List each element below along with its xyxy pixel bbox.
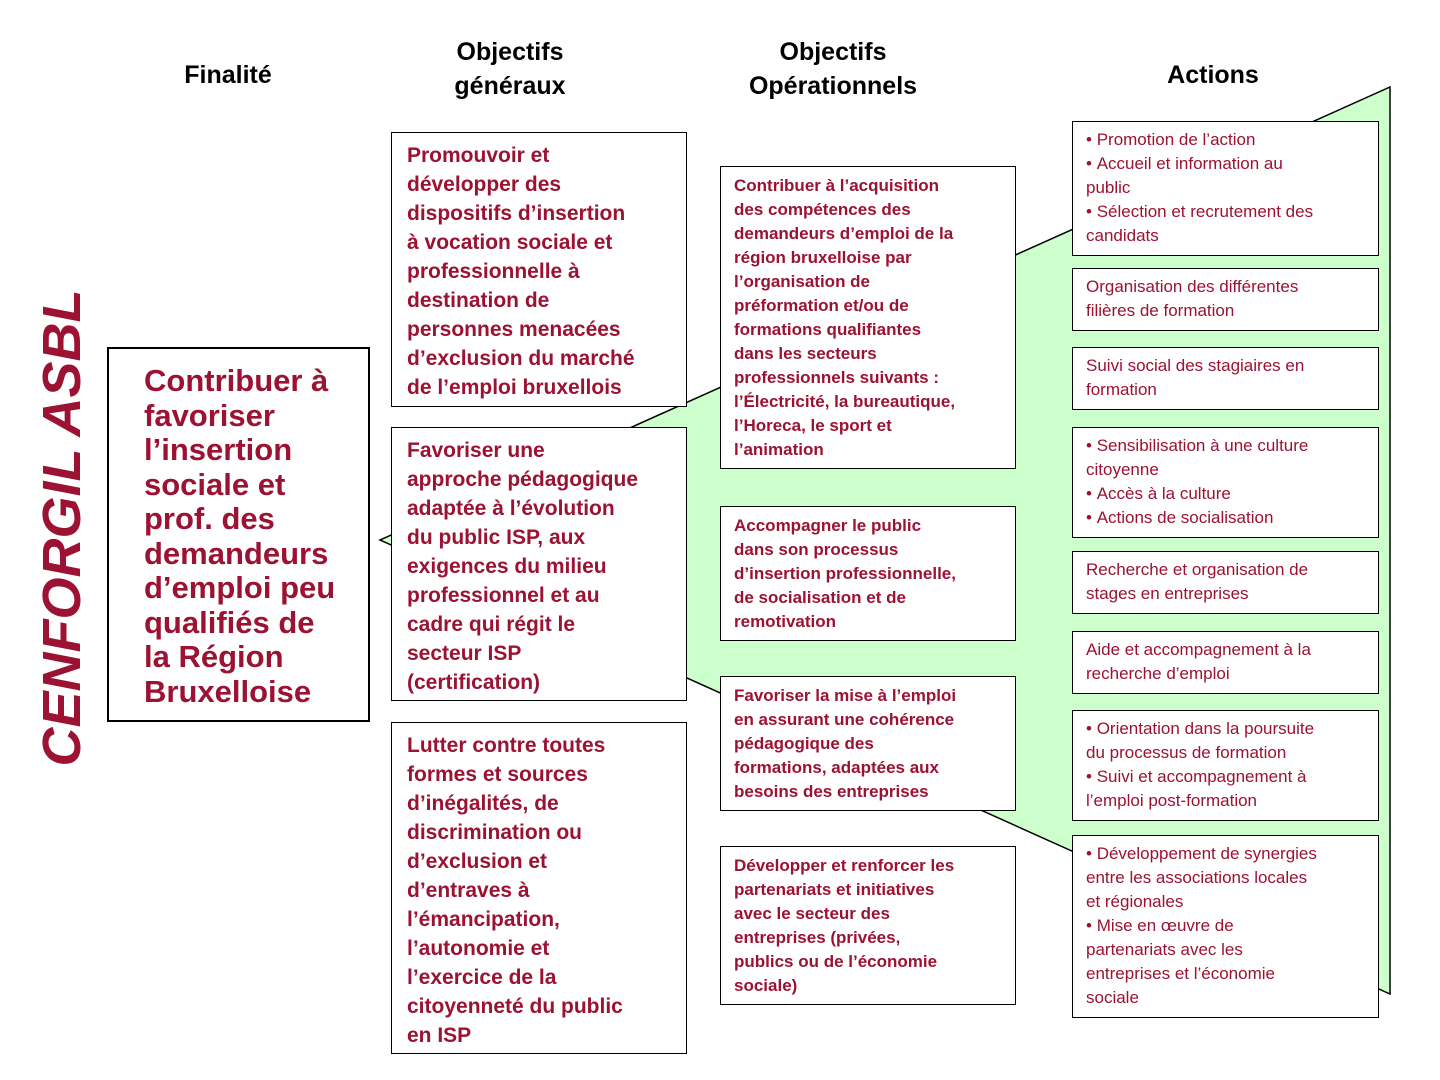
action-text: Suivi et accompagnement à: [1096, 767, 1307, 786]
objective-text-line: formations qualifiantes: [734, 320, 922, 339]
objective-text-line: citoyenneté du public: [407, 995, 623, 1018]
action-text-line: Recherche et organisation de: [1086, 560, 1309, 579]
action-text: citoyenne: [1086, 460, 1159, 479]
action-text: du processus de formation: [1086, 743, 1287, 762]
objective-text-line: besoins des entreprises: [734, 782, 929, 801]
action-bullet-item: [1086, 128, 1370, 152]
action-box: [1072, 551, 1379, 614]
finalite-text-line: sociale et: [144, 466, 286, 502]
objective-text-line: cadre qui régit le: [407, 613, 576, 636]
objective-text-line: l’émancipation,: [407, 908, 560, 931]
action-bullet-list: [1086, 717, 1370, 813]
finalite-text-line: favoriser: [144, 397, 275, 433]
objective-text-line: l’Électricité, la bureautique,: [734, 392, 956, 411]
finalite-text-line: demandeurs: [144, 535, 329, 571]
objective-text-line: d’entraves à: [407, 879, 530, 902]
objective-text-line: professionnelle à: [407, 260, 580, 283]
action-text-line: Suivi social des stagiaires en: [1086, 356, 1305, 375]
finalite-text-line: d’emploi peu: [144, 570, 336, 605]
objective-text-line: l’organisation de: [734, 272, 871, 291]
objective-text-line: de l’emploi bruxellois: [407, 376, 622, 399]
action-text-line: stages en entreprises: [1086, 584, 1249, 603]
action-text: entreprises et l’économie: [1086, 964, 1275, 983]
objective-text-line: Accompagner le public: [734, 516, 922, 535]
action-bullet-list: [1086, 128, 1370, 248]
objective-text-line: d’inégalités, de: [407, 792, 559, 815]
objective-text-line: formes et sources: [407, 763, 588, 786]
objective-text-line: d’insertion professionnelle,: [734, 564, 956, 583]
header-objectifs-generaux: Objectifs généraux: [454, 38, 566, 100]
objective-text-line: remotivation: [734, 612, 837, 631]
action-text: Actions de socialisation: [1096, 508, 1274, 527]
objective-text-line: l’animation: [734, 440, 824, 459]
action-text: partenariats avec les: [1086, 940, 1243, 959]
objective-text-line: entreprises (privées,: [734, 928, 901, 947]
objective-text-line: en assurant une cohérence: [734, 710, 955, 729]
action-bullet-item: [1086, 765, 1370, 813]
header-objectifs-operationnels: Objectifs Opérationnels: [748, 38, 918, 100]
objective-text-line: formations, adaptées aux: [734, 758, 940, 777]
objectif-operationnel-box: [720, 166, 1016, 469]
objective-text-line: des compétences des: [734, 200, 911, 219]
objective-text-line: Favoriser une: [407, 439, 545, 462]
brand-label: CENFORGIL ASBL: [32, 289, 92, 767]
action-box: [1072, 710, 1379, 821]
action-bullet-item: [1086, 482, 1370, 506]
action-bullet-item: [1086, 914, 1370, 1010]
action-box: [1072, 427, 1379, 538]
action-text: Accueil et information au: [1096, 154, 1283, 173]
action-bullet-item: [1086, 717, 1370, 765]
objective-text-line: discrimination ou: [407, 821, 583, 844]
action-text: Promotion de l’action: [1096, 130, 1256, 149]
objective-text-line: l’exercice de la: [407, 966, 557, 989]
objective-text-line: d’exclusion et: [407, 850, 548, 873]
objectif-operationnel-box: [720, 506, 1016, 641]
objective-text-line: dans son processus: [734, 540, 899, 559]
action-bullet-item: [1086, 200, 1370, 248]
action-text-line: Organisation des différentes: [1086, 277, 1299, 296]
objective-text-line: préformation et/ou de: [734, 296, 909, 315]
action-text: Accès à la culture: [1096, 484, 1231, 503]
header-actions: Actions: [1167, 61, 1259, 89]
action-text: Mise en œuvre de: [1096, 916, 1234, 935]
finalite-box: [107, 347, 370, 722]
objective-text-line: publics ou de l’économie: [734, 952, 938, 971]
action-text-line: Aide et accompagnement à la: [1086, 640, 1311, 659]
action-bullet-item: [1086, 842, 1370, 914]
action-text: public: [1086, 178, 1131, 197]
action-box: [1072, 347, 1379, 410]
objective-text-line: approche pédagogique: [407, 468, 639, 491]
objective-text-line: Contribuer à l’acquisition: [734, 176, 939, 195]
objectif-general-box: [391, 722, 687, 1054]
objective-text-line: de socialisation et de: [734, 588, 906, 607]
objective-text-line: secteur ISP: [407, 642, 522, 665]
action-box: [1072, 268, 1379, 331]
action-text: et régionales: [1086, 892, 1184, 911]
objective-text-line: professionnels suivants :: [734, 368, 939, 387]
finalite-text-line: Contribuer à: [144, 363, 329, 398]
action-text: sociale: [1086, 988, 1139, 1007]
objective-text-line: professionnel et au: [407, 584, 600, 607]
action-bullet-list: [1086, 434, 1370, 530]
action-text: Orientation dans la poursuite: [1096, 719, 1315, 738]
objective-text-line: avec le secteur des: [734, 904, 890, 923]
action-bullet-item: [1086, 506, 1370, 530]
finalite-text-line: qualifiés de: [144, 604, 315, 640]
objectif-operationnel-box: [720, 676, 1016, 811]
finalite-text-line: l’insertion: [144, 432, 293, 467]
action-text-line: formation: [1086, 380, 1157, 399]
objective-text-line: du public ISP, aux: [407, 526, 586, 549]
objectif-general-box: [391, 132, 687, 407]
objective-text-line: en ISP: [407, 1024, 472, 1047]
objective-text-line: à vocation sociale et: [407, 231, 613, 254]
action-box: [1072, 835, 1379, 1018]
objectif-operationnel-box: [720, 846, 1016, 1005]
objective-text-line: développer des: [407, 173, 562, 196]
objective-text-line: région bruxelloise par: [734, 248, 912, 267]
action-text: Développement de synergies: [1096, 844, 1317, 863]
objectif-general-box: [391, 427, 687, 701]
action-text: Sensibilisation à une culture: [1096, 436, 1309, 455]
action-text: entre les associations locales: [1086, 868, 1308, 887]
objective-text-line: (certification): [407, 671, 541, 694]
finalite-text-line: prof. des: [144, 501, 275, 536]
action-text: l’emploi post-formation: [1086, 791, 1258, 810]
objective-text-line: partenariats et initiatives: [734, 880, 935, 899]
objective-text-line: l’autonomie et: [407, 937, 550, 960]
action-text-line: filières de formation: [1086, 301, 1235, 320]
action-box: [1072, 631, 1379, 694]
action-bullet-item: [1086, 434, 1370, 482]
action-bullet-item: [1086, 152, 1370, 200]
objective-text-line: destination de: [407, 289, 550, 312]
objective-text-line: personnes menacées: [407, 318, 621, 341]
objective-text-line: l’Horeca, le sport et: [734, 416, 892, 435]
objective-text-line: demandeurs d’emploi de la: [734, 224, 954, 243]
objective-text-line: exigences du milieu: [407, 555, 607, 578]
finalite-text-line: la Région: [144, 639, 284, 674]
objective-text-line: dans les secteurs: [734, 344, 877, 363]
action-text: Sélection et recrutement des: [1096, 202, 1314, 221]
objective-text-line: adaptée à l’évolution: [407, 497, 615, 520]
action-text-line: recherche d’emploi: [1086, 664, 1230, 683]
objective-text-line: Lutter contre toutes: [407, 734, 606, 757]
objective-text-line: d’exclusion du marché: [407, 347, 635, 370]
finalite-text-line: Bruxelloise: [144, 673, 312, 709]
objective-text-line: Développer et renforcer les: [734, 856, 955, 875]
action-bullet-list: [1086, 842, 1370, 1010]
objective-text-line: pédagogique des: [734, 734, 874, 753]
objective-text-line: Favoriser la mise à l’emploi: [734, 686, 957, 705]
action-box: [1072, 121, 1379, 256]
objective-text-line: Promouvoir et: [407, 144, 550, 167]
header-finalite: Finalité: [184, 61, 272, 89]
objective-text-line: dispositifs d’insertion: [407, 202, 626, 225]
action-text: candidats: [1086, 226, 1159, 245]
objective-text-line: sociale): [734, 976, 798, 995]
